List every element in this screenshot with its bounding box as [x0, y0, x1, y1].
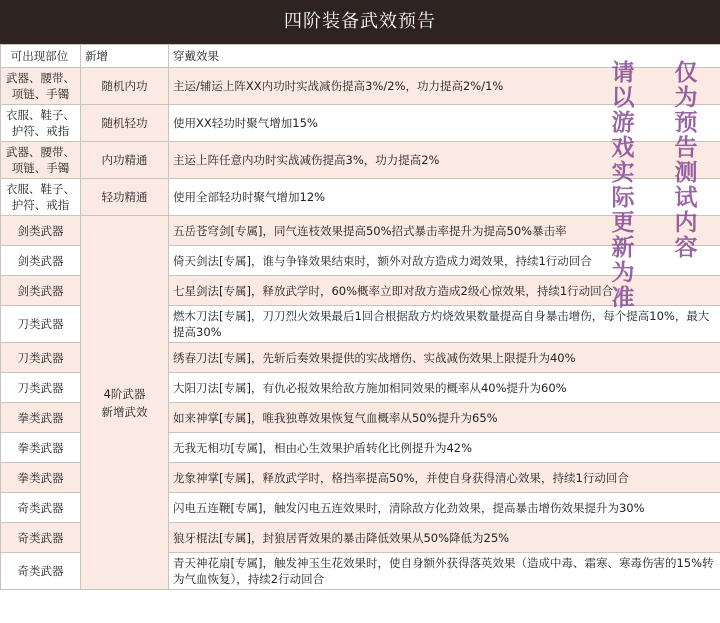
- weapon-type-cell: 拳类武器: [1, 433, 81, 463]
- watermark-char: 试: [674, 184, 698, 211]
- column-header-added: 新增: [81, 45, 169, 68]
- effect-cell: 使用全部轻功时聚气增加12%: [169, 179, 720, 216]
- effect-cell: 青天神花扇[专属]，触发神玉生花效果时，使自身额外获得落英效果（造成中毒、霜寒、寒毒伤害的15%转为气血恢复），持续2行动回合: [169, 553, 720, 590]
- table-row: [1, 179, 720, 216]
- effects-table: [0, 44, 720, 590]
- weapon-type-cell: 奇类武器: [1, 553, 81, 590]
- watermark-char: 预: [674, 109, 698, 136]
- weapon-type-cell: 拳类武器: [1, 463, 81, 493]
- effect-cell: 七星剑法[专属]，释放武学时，60%概率立即对敌方造成2级心惊效果，持续1行动回合: [169, 276, 720, 306]
- effect-cell: 如来神掌[专属]，唯我独尊效果恢复气血概率从50%提升为65%: [169, 403, 720, 433]
- table-header-row: [1, 45, 720, 68]
- weapon-type-cell: 刀类武器: [1, 343, 81, 373]
- location-line: 衣服、鞋子、: [6, 182, 75, 196]
- location-line: 项链、手镯: [11, 87, 70, 101]
- watermark-char: 为: [674, 84, 698, 111]
- added-cell: 随机内功: [81, 68, 169, 105]
- weapon-type-cell: 剑类武器: [1, 276, 81, 306]
- effect-cell: 主运上阵任意内功时实战减伤提高3%，功力提高2%: [169, 142, 720, 179]
- location-cell: [1, 179, 81, 216]
- location-cell: [1, 142, 81, 179]
- location-cell: [1, 105, 81, 142]
- weapon-type-cell: 刀类武器: [1, 306, 81, 343]
- added-cell: 内功精通: [81, 142, 169, 179]
- watermark-char: 更: [611, 209, 635, 236]
- location-line: 项链、手镯: [11, 161, 70, 175]
- watermark-char: 戏: [611, 134, 635, 161]
- table-body: [1, 68, 720, 590]
- watermark-char: 内: [674, 209, 698, 236]
- added-cell: 轻功精通: [81, 179, 169, 216]
- table-row: [1, 216, 720, 246]
- table-row: [1, 105, 720, 142]
- location-cell: [1, 68, 81, 105]
- watermark-char: 仅: [674, 59, 698, 86]
- effect-cell: 闪电五连鞭[专属]，触发闪电五连效果时，清除敌方化劲效果，提高暴击增伤效果提升为30%: [169, 493, 720, 523]
- effect-cell: 狼牙棍法[专属]，封狼居胥效果的暴击降低效果从50%降低为25%: [169, 523, 720, 553]
- weapon-group-line: 新增武效: [101, 404, 148, 419]
- weapon-type-cell: 奇类武器: [1, 523, 81, 553]
- effect-cell: 无我无相功[专属]，相由心生效果护盾转化比例提升为42%: [169, 433, 720, 463]
- weapon-group-label: [81, 216, 169, 590]
- watermark-char: 准: [611, 284, 635, 311]
- location-line: 武器、腰带、: [6, 145, 75, 159]
- watermark-char: 游: [611, 109, 635, 136]
- weapon-type-cell: 刀类武器: [1, 373, 81, 403]
- weapon-type-cell: 拳类武器: [1, 403, 81, 433]
- effect-cell: 五岳苍穹剑[专属]，同气连枝效果提高50%招式暴击率提升为提高50%暴击率: [169, 216, 720, 246]
- effect-cell: 大阳刀法[专属]，有仇必报效果给敌方施加相同效果的概率从40%提升为60%: [169, 373, 720, 403]
- weapon-type-cell: 奇类武器: [1, 493, 81, 523]
- table-row: [1, 142, 720, 179]
- watermark-char: 告: [674, 134, 698, 161]
- table-row: [1, 68, 720, 105]
- effect-cell: 主运/辅运上阵XX内功时实战减伤提高3%/2%，功力提高2%/1%: [169, 68, 720, 105]
- watermark-char: 请: [611, 59, 635, 86]
- watermark-char: 为: [611, 259, 635, 286]
- watermark-char: 以: [611, 84, 635, 111]
- effect-cell: 绣春刀法[专属]，先斩后奏效果提供的实战增伤、实战减伤效果上限提升为40%: [169, 343, 720, 373]
- column-header-location: 可出现部位: [1, 45, 81, 68]
- watermark-char: 容: [674, 234, 698, 261]
- added-cell: 随机轻功: [81, 105, 169, 142]
- weapon-type-cell: 剑类武器: [1, 216, 81, 246]
- weapon-type-cell: 剑类武器: [1, 246, 81, 276]
- location-line: 护符、戒指: [11, 198, 70, 212]
- effect-cell: 使用XX轻功时聚气增加15%: [169, 105, 720, 142]
- weapon-group-line: 4阶武器: [103, 386, 146, 401]
- effect-cell: 燃木刀法[专属]，刀刀烈火效果最后1回合根据敌方灼烧效果数量提高自身暴击增伤，每个提高10%，最大提高30%: [169, 306, 720, 343]
- column-header-effect: 穿戴效果: [169, 45, 720, 68]
- watermark-char: 新: [611, 234, 635, 261]
- page-title: 四阶装备武效预告: [0, 0, 720, 44]
- effect-cell: 龙象神掌[专属]，释放武学时，格挡率提高50%，并使自身获得清心效果，持续1行动回合: [169, 463, 720, 493]
- watermark-char: 实: [611, 159, 635, 186]
- watermark-char: 际: [611, 184, 635, 211]
- location-line: 衣服、鞋子、: [6, 108, 75, 122]
- effect-cell: 倚天剑法[专属]，谁与争锋效果结束时，额外对敌方造成力竭效果，持续1行动回合: [169, 246, 720, 276]
- location-line: 护符、戒指: [11, 124, 70, 138]
- watermark-char: 测: [674, 159, 698, 186]
- location-line: 武器、腰带、: [6, 71, 75, 85]
